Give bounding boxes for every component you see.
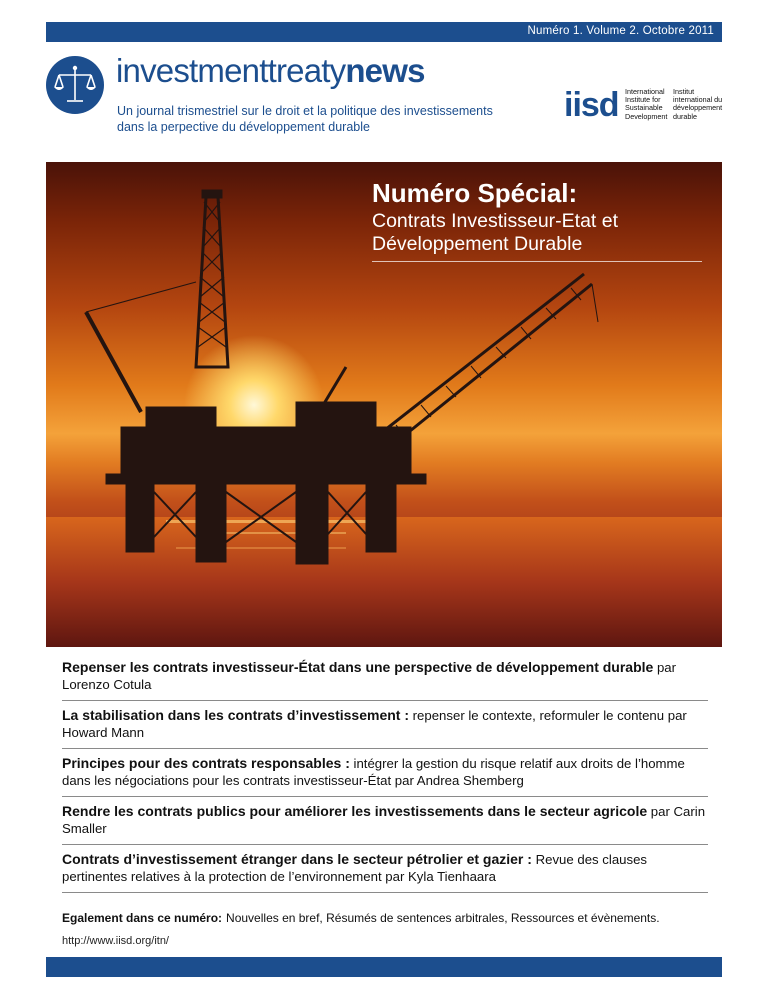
article-description: intégrer la gestion du risque relatif aux droits de l’homme dans les négociations pour les contrats investisseur-État par Andrea Shemberg	[62, 756, 685, 788]
article-description: par Lorenzo Cotula	[62, 660, 677, 692]
also-text: Nouvelles en bref, Résumés de sentences arbitrales, Ressources et évènements.	[226, 911, 660, 925]
article-item	[62, 749, 708, 797]
article-title: Contrats d’investissement étranger dans le secteur pétrolier et gazier :	[62, 851, 532, 867]
hero-divider	[372, 261, 702, 262]
article-title: La stabilisation dans les contrats d’investissement :	[62, 707, 409, 723]
article-description: Revue des clauses pertinentes relatives à la protection de l’environnement par Kyla Tienhaara	[62, 852, 648, 884]
article-item	[62, 701, 708, 749]
tagline: Un journal trismestriel sur le droit et la politique des investissements dans la perpective du développement durable	[117, 104, 493, 134]
article-item	[62, 659, 708, 701]
also-label: Egalement dans ce numéro:	[62, 911, 223, 925]
special-issue-subtitle-2: Développement Durable	[372, 233, 583, 255]
special-issue-title: Numéro Spécial:	[372, 178, 578, 208]
iisd-name-english: International Institute for Sustainable Development	[625, 87, 668, 121]
scales-of-justice-icon	[46, 56, 104, 114]
also-in-this-issue	[62, 911, 660, 925]
article-item	[62, 797, 708, 845]
iisd-name-french: Institut international du développement durable	[673, 87, 723, 121]
issue-info: Numéro 1. Volume 2. Octobre 2011	[527, 25, 714, 37]
article-title: Principes pour des contrats responsables :	[62, 755, 350, 771]
hero-heading	[372, 178, 618, 256]
special-issue-subtitle-1: Contrats Investisseur-Etat et	[372, 210, 619, 232]
iisd-logo: iisd	[564, 86, 619, 124]
top-banner	[46, 22, 722, 42]
article-title: Rendre les contrats publics pour améliorer les investissements dans le secteur agricole	[62, 803, 648, 819]
publication-title: investmenttreatynews	[116, 52, 425, 89]
article-description: repenser le contexte, reformuler le contenu par Howard Mann	[62, 708, 687, 740]
bottom-banner	[46, 957, 722, 977]
article-list	[62, 659, 708, 893]
article-description: par Carin Smaller	[62, 804, 706, 836]
article-title: Repenser les contrats investisseur-État dans une perspective de développement durable	[62, 659, 654, 675]
article-item	[62, 845, 708, 893]
website-link[interactable]: http://www.iisd.org/itn/	[62, 935, 169, 947]
